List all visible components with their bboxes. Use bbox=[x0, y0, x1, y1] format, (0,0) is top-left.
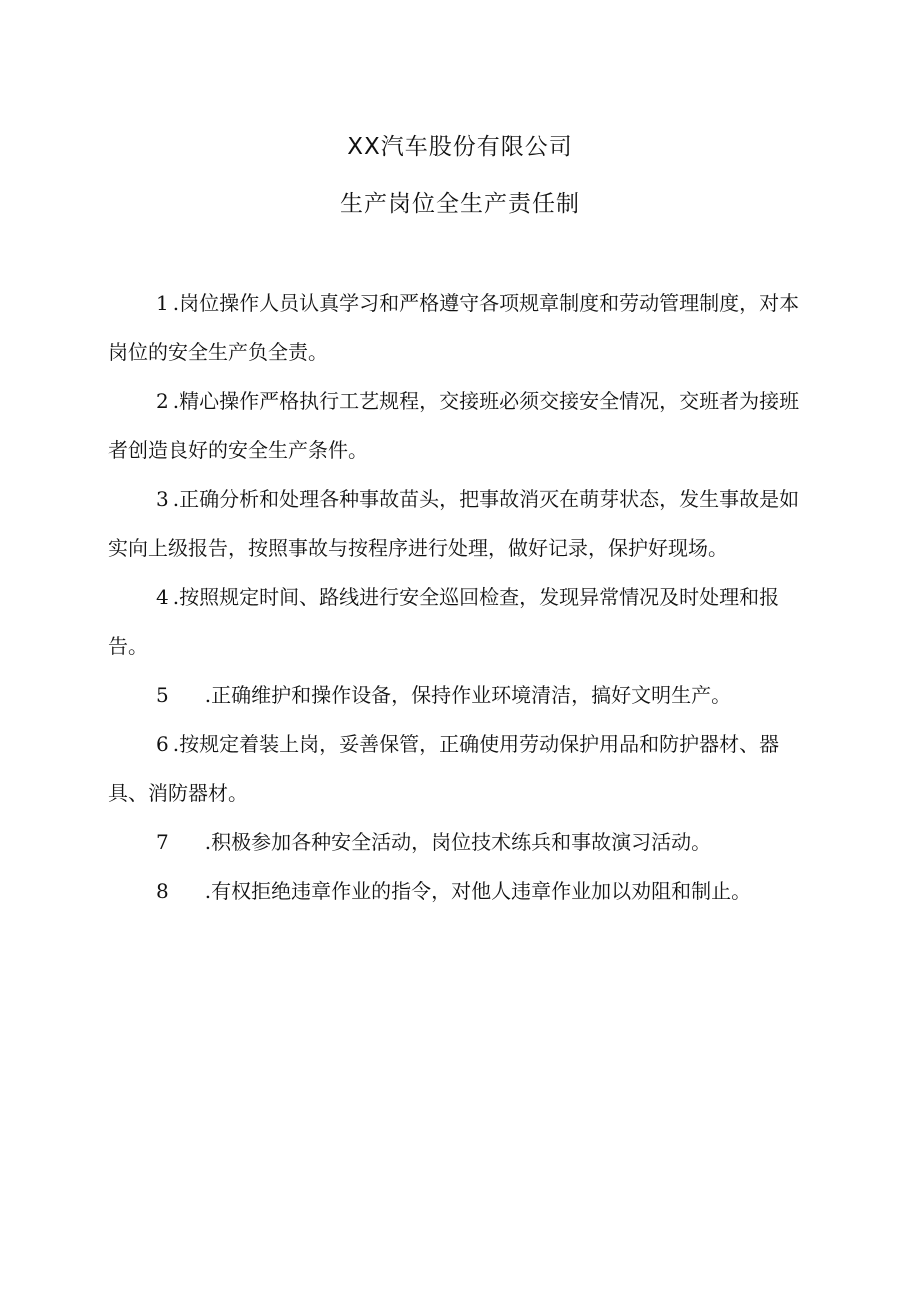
list-item bbox=[108, 867, 808, 916]
item-text: .精心操作严格执行工艺规程，交接班必须交接安全情况，交班者为接班者创造良好的安全生产条件。 bbox=[108, 389, 800, 462]
item-number: 8 bbox=[156, 879, 169, 903]
item-number: 6 bbox=[156, 732, 169, 756]
document-title: 生产岗位全生产责任制 bbox=[340, 191, 580, 217]
item-number: 1 bbox=[156, 291, 169, 315]
list-item bbox=[108, 671, 808, 720]
item-number: 2 bbox=[156, 389, 169, 413]
item-text: .正确分析和处理各种事故苗头，把事故消灭在萌芽状态，发生事故是如实向上级报告，按照事故与按程序进行处理，做好记录，保护好现场。 bbox=[108, 487, 800, 560]
item-text: .按照规定时间、路线进行安全巡回检查，发现异常情况及时处理和报告。 bbox=[108, 585, 780, 658]
list-item bbox=[108, 377, 808, 475]
item-number: 3 bbox=[156, 487, 169, 511]
list-item bbox=[108, 475, 808, 573]
document-body bbox=[108, 279, 808, 916]
list-item bbox=[108, 279, 808, 377]
company-name: XX汽车股份有限公司 bbox=[347, 134, 573, 160]
item-number: 7 bbox=[156, 830, 169, 854]
list-item bbox=[108, 573, 808, 671]
list-item bbox=[108, 720, 808, 818]
item-text: .积极参加各种安全活动，岗位技术练兵和事故演习活动。 bbox=[204, 830, 712, 854]
item-text: .按规定着装上岗，妥善保管，正确使用劳动保护用品和防护器材、器具、消防器材。 bbox=[108, 732, 780, 805]
item-text: .正确维护和操作设备，保持作业环境清洁，搞好文明生产。 bbox=[204, 683, 732, 707]
item-text: .岗位操作人员认真学习和严格遵守各项规章制度和劳动管理制度，对本岗位的安全生产负全责。 bbox=[108, 291, 800, 364]
item-number: 4 bbox=[156, 585, 169, 609]
item-text: .有权拒绝违章作业的指令，对他人违章作业加以劝阻和制止。 bbox=[204, 879, 752, 903]
item-number: 5 bbox=[156, 683, 169, 707]
list-item bbox=[108, 818, 808, 867]
